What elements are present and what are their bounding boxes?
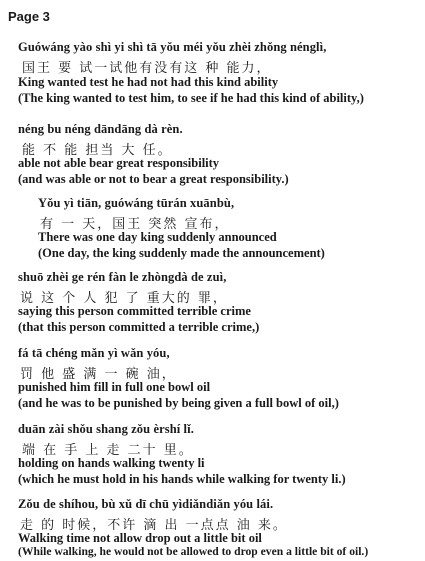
- chinese-line: 有 一 天，国王 突然 宣布，: [40, 217, 230, 232]
- page-number: Page 3: [8, 9, 50, 24]
- translation-line: (and he was to be punished by being given a full bowl of oil,): [18, 396, 339, 410]
- gloss-line: holding on hands walking twenty li: [18, 456, 205, 470]
- translation-line: (and was able or not to bear a great responsibility.): [18, 172, 289, 186]
- pinyin-line: duān zài shǒu shang zǒu èrshí lǐ.: [18, 422, 194, 436]
- chinese-line: 国王 要 试一试他有没有这 种 能力，: [22, 61, 272, 76]
- pinyin-line: fá tā chéng mǎn yì wǎn yóu,: [18, 346, 170, 360]
- translation-line: (One day, the king suddenly made the announcement): [38, 246, 325, 260]
- translation-line: (that this person committed a terrible crime,): [18, 320, 260, 334]
- chinese-line: 能 不 能 担当 大 任。: [22, 143, 173, 158]
- gloss-line: King wanted test he had not had this kind ability: [18, 75, 279, 89]
- chinese-line: 罚 他 盛 满 一 碗 油，: [20, 367, 177, 382]
- gloss-line: There was one day king suddenly announced: [38, 230, 277, 244]
- gloss-line: Walking time not allow drop out a little bit oil: [18, 531, 262, 545]
- translation-line: (The king wanted to test him, to see if he had this kind of ability,): [18, 91, 364, 105]
- translation-line: (which he must hold in his hands while walking for twenty li.): [18, 472, 346, 486]
- gloss-line: saying this person committed terrible crime: [18, 304, 251, 318]
- chinese-line: 说 这 个 人 犯 了 重大的 罪，: [20, 291, 228, 306]
- pinyin-line: néng bu néng dāndāng dà rèn.: [18, 122, 183, 136]
- pinyin-line: Guówáng yào shì yi shì tā yǒu méi yǒu zhèi zhǒng nénglì,: [18, 40, 327, 54]
- gloss-line: punished him fill in full one bowl oil: [18, 380, 211, 394]
- pinyin-line: Zǒu de shíhou, bù xǔ dī chū yìdiǎndiǎn yóu lái.: [18, 497, 274, 511]
- chinese-line: 端 在 手 上 走 二十 里。: [22, 443, 194, 458]
- chinese-line: 走 的 时候，不许 滴 出 一点点 油 来。: [20, 518, 288, 533]
- pinyin-line: Yǒu yì tiān, guówáng tūrán xuānbù,: [38, 196, 235, 210]
- pinyin-line: shuō zhèi ge rén fàn le zhòngdà de zuì,: [18, 270, 227, 284]
- translation-line: (While walking, he would not be allowed to drop even a little bit of oil.): [18, 545, 369, 558]
- gloss-line: able not able bear great responsibility: [18, 156, 220, 170]
